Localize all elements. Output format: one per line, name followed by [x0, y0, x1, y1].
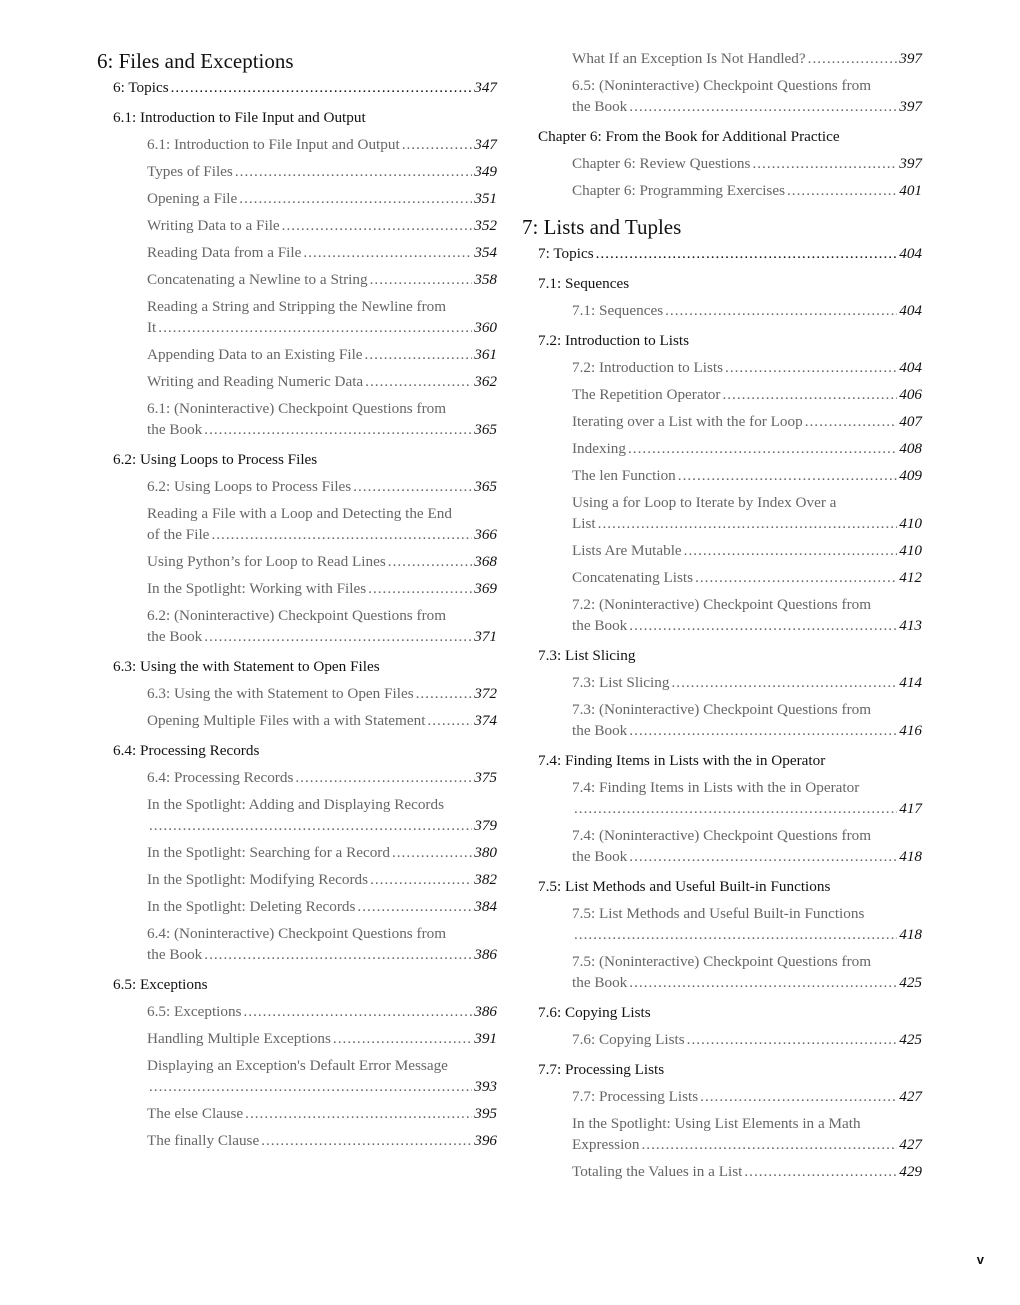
toc-entry[interactable]	[572, 1029, 922, 1050]
toc-entry-label: 7.4: Finding Items in Lists with the in Operator	[572, 779, 860, 796]
leader-dots	[684, 540, 898, 561]
toc-entry[interactable]	[147, 896, 497, 917]
toc-entry-label: Reading a File with a Loop and Detecting the End	[147, 505, 452, 522]
page-ref: 365	[474, 478, 497, 495]
toc-entry[interactable]	[147, 605, 497, 647]
toc-entry-label: The len Function	[572, 467, 676, 484]
leader-dots	[245, 1103, 472, 1124]
toc-entry-label: In the Spotlight: Working with Files	[147, 580, 367, 597]
leader-dots	[628, 438, 897, 459]
toc-entry-label: Displaying an Exception's Default Error Message	[147, 1057, 448, 1074]
leader-dots	[370, 269, 473, 290]
toc-entry[interactable]	[147, 1103, 497, 1124]
toc-entry-label: 7.4: (Noninteractive) Checkpoint Questions from	[572, 827, 872, 844]
leader-dots	[629, 972, 897, 993]
leader-dots	[333, 1028, 472, 1049]
leader-dots	[787, 180, 897, 201]
toc-entry[interactable]	[147, 398, 497, 440]
page-ref: 354	[474, 244, 497, 261]
page-ref: 360	[474, 319, 497, 336]
toc-entry[interactable]	[572, 300, 922, 321]
leader-dots	[752, 153, 897, 174]
toc-entry-label: Concatenating a Newline to a String	[147, 271, 368, 288]
toc-entry-label: In the Spotlight: Adding and Displaying Records	[147, 796, 444, 813]
toc-entry-label: What If an Exception Is Not Handled?	[572, 50, 806, 67]
leader-dots	[282, 215, 473, 236]
page-ref: 404	[899, 245, 922, 262]
section-heading[interactable]: 6.5: Exceptions	[113, 976, 208, 993]
toc-entry-label: 6.4: (Noninteractive) Checkpoint Questions from	[147, 925, 447, 942]
page-ref: 404	[899, 359, 922, 376]
toc-entry-label-cont: the Book	[572, 98, 628, 115]
toc-entry[interactable]	[572, 951, 922, 993]
page-ref: 382	[474, 871, 497, 888]
page-ref: 397	[899, 50, 922, 67]
leader-dots	[695, 567, 897, 588]
leader-dots	[725, 357, 897, 378]
toc-entry-label-cont: the Book	[572, 974, 628, 991]
toc-entry[interactable]	[572, 594, 922, 636]
toc-entry[interactable]	[572, 777, 922, 819]
toc-entry-label: 7.6: Copying Lists	[572, 1031, 685, 1048]
toc-entry-label: 6.2: Using Loops to Process Files	[147, 478, 352, 495]
page-ref: 397	[899, 98, 922, 115]
page-ref: 408	[899, 440, 922, 457]
toc-entry[interactable]	[572, 357, 922, 378]
toc-entry[interactable]	[147, 683, 497, 704]
section-heading[interactable]: 6.2: Using Loops to Process Files	[113, 451, 318, 468]
page-ref: 347	[474, 136, 497, 153]
leader-dots	[596, 243, 898, 264]
section-heading[interactable]: 6.3: Using the with Statement to Open Files	[113, 658, 380, 675]
toc-entry-label: The Repetition Operator	[572, 386, 721, 403]
toc-entry[interactable]	[147, 767, 497, 788]
page-ref: 418	[899, 926, 922, 943]
toc-entry[interactable]	[147, 578, 497, 599]
leader-dots	[365, 371, 472, 392]
leader-dots	[388, 551, 472, 572]
page-ref: 429	[899, 1163, 922, 1180]
page-ref: 351	[474, 190, 497, 207]
leader-dots	[808, 48, 898, 69]
toc-entry[interactable]	[147, 161, 497, 182]
toc-entry[interactable]	[147, 710, 497, 731]
toc-entry-label: In the Spotlight: Searching for a Record	[147, 844, 390, 861]
leader-dots	[402, 134, 473, 155]
toc-entry[interactable]	[572, 465, 922, 486]
page-ref: 365	[474, 421, 497, 438]
toc-entry[interactable]	[147, 551, 497, 572]
toc-entry-label-cont: the Book	[572, 848, 628, 865]
page-ref: 362	[474, 373, 497, 390]
page-ref: 391	[474, 1030, 497, 1047]
toc-entry[interactable]	[572, 153, 922, 174]
page-ref: 414	[899, 674, 922, 691]
toc-entry[interactable]	[147, 344, 497, 365]
toc-entry[interactable]	[572, 903, 922, 945]
section-heading[interactable]: 6.4: Processing Records	[113, 742, 260, 759]
toc-entry[interactable]	[572, 699, 922, 741]
leader-dots	[722, 384, 897, 405]
page-ref: 427	[899, 1088, 922, 1105]
toc-entry-label: Writing and Reading Numeric Data	[147, 373, 364, 390]
toc-entry[interactable]	[538, 243, 922, 264]
toc-entry-label: In the Spotlight: Modifying Records	[147, 871, 369, 888]
toc-entry-label: 7.5: (Noninteractive) Checkpoint Questions from	[572, 953, 872, 970]
page-ref: 417	[899, 800, 922, 817]
section-heading[interactable]: 7.4: Finding Items in Lists with the in Operator	[538, 752, 826, 769]
page-ref: 409	[899, 467, 922, 484]
toc-entry[interactable]	[147, 1055, 497, 1097]
leader-dots	[295, 767, 472, 788]
toc-entry-label-cont: the Book	[572, 722, 628, 739]
leader-dots	[204, 626, 472, 647]
page-ref: 410	[899, 542, 922, 559]
toc-entry-label: 6.1: (Noninteractive) Checkpoint Questions from	[147, 400, 447, 417]
leader-dots	[235, 161, 472, 182]
toc-entry-label: Handling Multiple Exceptions	[147, 1030, 331, 1047]
page-ref: 407	[899, 413, 922, 430]
toc-entry-label-cont: the Book	[147, 421, 203, 438]
page-ref: 404	[899, 302, 922, 319]
toc-entry[interactable]	[147, 371, 497, 392]
toc-entry[interactable]	[572, 411, 922, 432]
leader-dots	[353, 476, 472, 497]
leader-dots	[744, 1161, 897, 1182]
leader-dots	[665, 300, 897, 321]
leader-dots	[158, 317, 472, 338]
toc-entry[interactable]	[572, 540, 922, 561]
leader-dots	[149, 1076, 472, 1097]
leader-dots	[416, 683, 473, 704]
section-heading[interactable]: 6.1: Introduction to File Input and Output	[113, 109, 366, 126]
toc-entry[interactable]	[572, 180, 922, 201]
toc-entry[interactable]	[147, 242, 497, 263]
leader-dots	[392, 842, 472, 863]
toc-entry[interactable]	[572, 1113, 922, 1155]
toc-entry-label: Totaling the Values in a List	[572, 1163, 743, 1180]
toc-entry-label: In the Spotlight: Deleting Records	[147, 898, 356, 915]
toc-entry[interactable]	[147, 1028, 497, 1049]
section-heading[interactable]: 7.6: Copying Lists	[538, 1004, 651, 1021]
toc-entry-label-cont: the Book	[572, 617, 628, 634]
toc-entry-label: 7.3: (Noninteractive) Checkpoint Questions from	[572, 701, 872, 718]
section-heading[interactable]: 7.3: List Slicing	[538, 647, 636, 664]
leader-dots	[370, 869, 472, 890]
toc-entry-label: 7.7: Processing Lists	[572, 1088, 699, 1105]
page-ref: 412	[899, 569, 922, 586]
toc-entry[interactable]	[572, 1086, 922, 1107]
toc-entry-label: Appending Data to an Existing File	[147, 346, 363, 363]
page-ref: 349	[474, 163, 497, 180]
toc-entry-label: 6.5: (Noninteractive) Checkpoint Questions from	[572, 77, 872, 94]
toc-entry-label: Opening Multiple Files with a with Statement	[147, 712, 426, 729]
toc-entry-label-cont: the Book	[147, 628, 203, 645]
toc-entry-label-cont: List	[572, 515, 596, 532]
page-ref: 418	[899, 848, 922, 865]
toc-entry-label-cont: the Book	[147, 946, 203, 963]
page-number: v	[976, 1252, 984, 1267]
page-ref: 386	[474, 946, 497, 963]
leader-dots	[678, 465, 897, 486]
page-ref: 425	[899, 974, 922, 991]
toc-right-column	[522, 48, 922, 1182]
section-heading[interactable]: 7.2: Introduction to Lists	[538, 332, 690, 349]
section-heading[interactable]: 7.7: Processing Lists	[538, 1061, 665, 1078]
toc-entry-label: 6.1: Introduction to File Input and Output	[147, 136, 400, 153]
toc-entry-label: Writing Data to a File	[147, 217, 280, 234]
section-heading[interactable]: 7.1: Sequences	[538, 275, 630, 292]
toc-entry[interactable]	[147, 215, 497, 236]
leader-dots	[261, 1130, 472, 1151]
leader-dots	[365, 344, 473, 365]
page-ref: 352	[474, 217, 497, 234]
leader-dots	[149, 815, 472, 836]
page-ref: 406	[899, 386, 922, 403]
toc-entry-label: Concatenating Lists	[572, 569, 694, 586]
toc-entry-label: 6.4: Processing Records	[147, 769, 294, 786]
leader-dots	[598, 513, 898, 534]
toc-entry[interactable]	[572, 492, 922, 534]
section-heading[interactable]: Chapter 6: From the Book for Additional Practice	[538, 128, 840, 145]
page-ref: 375	[474, 769, 497, 786]
page-ref: 386	[474, 1003, 497, 1020]
toc-entry-label: 7.2: (Noninteractive) Checkpoint Questions from	[572, 596, 872, 613]
page-ref: 410	[899, 515, 922, 532]
leader-dots	[211, 524, 472, 545]
page-ref: 397	[899, 155, 922, 172]
toc-entry-label: Using Python’s for Loop to Read Lines	[147, 553, 386, 570]
toc-entry-label: Opening a File	[147, 190, 238, 207]
toc-entry-label-cont: It	[147, 319, 157, 336]
toc-entry[interactable]	[572, 672, 922, 693]
chapter-title: 7: Lists and Tuples	[522, 215, 682, 239]
leader-dots	[629, 720, 897, 741]
toc-entry-label-cont: Expression	[572, 1136, 640, 1153]
leader-dots	[239, 188, 472, 209]
page-ref: 401	[899, 182, 922, 199]
page-ref: 361	[474, 346, 497, 363]
toc-entry-label: Chapter 6: Programming Exercises	[572, 182, 785, 199]
leader-dots	[629, 615, 897, 636]
toc-entry-label: Indexing	[572, 440, 626, 457]
toc-entry-label: 7.3: List Slicing	[572, 674, 670, 691]
page-ref: 379	[474, 817, 497, 834]
toc-entry[interactable]	[147, 269, 497, 290]
toc-entry[interactable]	[147, 923, 497, 965]
toc-entry-label: The else Clause	[147, 1105, 244, 1122]
toc-entry[interactable]	[572, 48, 922, 69]
page-ref: 358	[474, 271, 497, 288]
page-ref: 395	[474, 1105, 497, 1122]
page-ref: 425	[899, 1031, 922, 1048]
toc-entry-label: In the Spotlight: Using List Elements in a Math	[572, 1115, 861, 1132]
leader-dots	[700, 1086, 897, 1107]
page-ref: 366	[474, 526, 497, 543]
toc-entry[interactable]	[113, 77, 497, 98]
toc-entry-label: 7.5: List Methods and Useful Built-in Functions	[572, 905, 865, 922]
page-ref: 396	[474, 1132, 497, 1149]
toc-entry[interactable]	[572, 825, 922, 867]
page-ref: 374	[474, 712, 497, 729]
toc-entry[interactable]	[147, 188, 497, 209]
section-heading[interactable]: 7.5: List Methods and Useful Built-in Functions	[538, 878, 831, 895]
toc-entry[interactable]	[572, 438, 922, 459]
page-ref: 369	[474, 580, 497, 597]
toc-entry-label: Reading a String and Stripping the Newline from	[147, 298, 447, 315]
page-ref: 347	[474, 79, 497, 96]
leader-dots	[805, 411, 898, 432]
toc-entry-label: Chapter 6: Review Questions	[572, 155, 751, 172]
page-ref: 416	[899, 722, 922, 739]
toc-entry[interactable]	[147, 1001, 497, 1022]
toc-entry-label: Iterating over a List with the for Loop	[572, 413, 803, 430]
leader-dots	[629, 846, 897, 867]
toc-entry[interactable]	[572, 1161, 922, 1182]
leader-dots	[574, 798, 897, 819]
leader-dots	[427, 710, 472, 731]
page-ref: 393	[474, 1078, 497, 1095]
toc-entry[interactable]	[147, 1130, 497, 1151]
toc-entry-label: 6: Topics	[113, 79, 169, 96]
toc-entry-label: 6.3: Using the with Statement to Open Files	[147, 685, 414, 702]
page-ref: 380	[474, 844, 497, 861]
chapter-title: 6: Files and Exceptions	[97, 49, 294, 73]
toc-entry[interactable]	[147, 794, 497, 836]
page-ref: 413	[899, 617, 922, 634]
leader-dots	[171, 77, 473, 98]
page-ref: 427	[899, 1136, 922, 1153]
leader-dots	[204, 419, 472, 440]
toc-entry-label: Using a for Loop to Iterate by Index Over a	[572, 494, 837, 511]
leader-dots	[629, 96, 897, 117]
toc-entry-label: 7.2: Introduction to Lists	[572, 359, 724, 376]
toc-entry-label: 7: Topics	[538, 245, 594, 262]
leader-dots	[357, 896, 472, 917]
page-ref: 372	[474, 685, 497, 702]
leader-dots	[303, 242, 472, 263]
toc-entry[interactable]	[147, 134, 497, 155]
toc-entry-label: 6.5: Exceptions	[147, 1003, 242, 1020]
toc-entry-label-cont: of the File	[147, 526, 210, 543]
toc-entry[interactable]	[147, 296, 497, 338]
page-ref: 368	[474, 553, 497, 570]
toc-entry[interactable]	[572, 384, 922, 405]
leader-dots	[368, 578, 472, 599]
toc-entry[interactable]	[147, 476, 497, 497]
toc-entry[interactable]	[147, 869, 497, 890]
toc-entry[interactable]	[147, 842, 497, 863]
toc-entry-label: 6.2: (Noninteractive) Checkpoint Questions from	[147, 607, 447, 624]
leader-dots	[204, 944, 472, 965]
leader-dots	[243, 1001, 472, 1022]
toc-left-column	[97, 47, 497, 1151]
toc-entry-label: The finally Clause	[147, 1132, 260, 1149]
leader-dots	[642, 1134, 898, 1155]
toc-entry-label: Lists Are Mutable	[572, 542, 682, 559]
leader-dots	[574, 924, 897, 945]
page-ref: 384	[474, 898, 497, 915]
toc-entry[interactable]	[572, 567, 922, 588]
toc-entry-label: 7.1: Sequences	[572, 302, 664, 319]
leader-dots	[687, 1029, 898, 1050]
leader-dots	[671, 672, 897, 693]
toc-entry-label: Reading Data from a File	[147, 244, 302, 261]
toc-entry[interactable]	[147, 503, 497, 545]
toc-entry-label: Types of Files	[147, 163, 233, 180]
page-ref: 371	[474, 628, 497, 645]
toc-entry[interactable]	[572, 75, 922, 117]
